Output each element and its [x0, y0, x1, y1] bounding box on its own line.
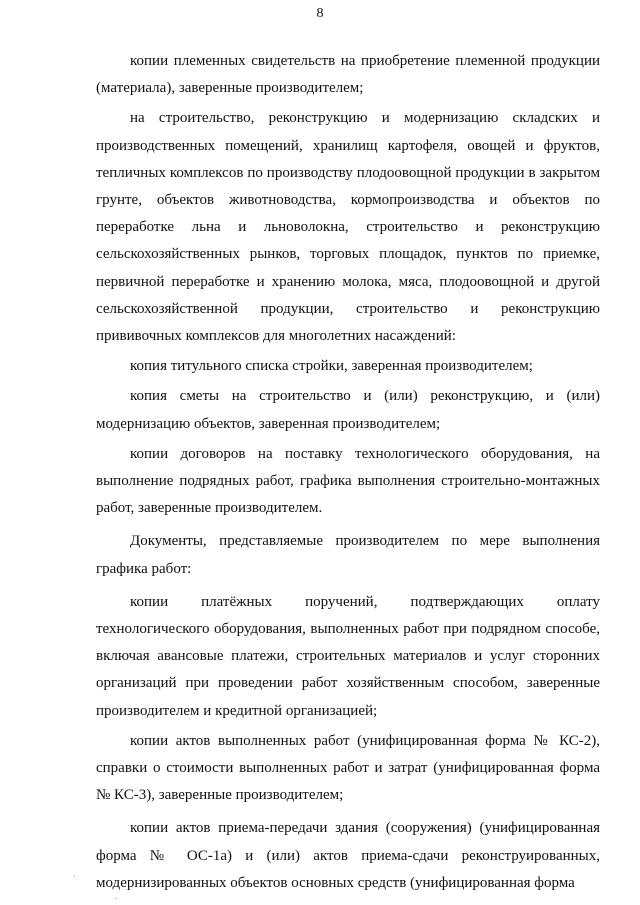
- paragraph-estimate: копия сметы на строительство и (или) реконструкцию, и (или) модернизацию объектов, заверенная производителем;: [96, 388, 600, 432]
- paragraph-transfer-acts: копии актов приема-передачи здания (сооружения) (унифицированная форма № ОС-1а) и (или) актов приема-сдачи реконструированных, модернизированных объектов основных средств (унифицированная форма: [96, 820, 600, 891]
- paragraph-title-list: копия титульного списка стройки, заверенная производителем;: [130, 358, 533, 375]
- body-text: [96, 48, 600, 897]
- paragraph-payment-orders: копии платёжных поручений, подтверждающих оплату технологического оборудования, выполненных работ при подрядном способе, включая авансовые платежи, строительных материалов и услуг сторонних организаций при проведении работ хозяйственным способом, заверенные производителем и кредитной организацией;: [96, 593, 600, 719]
- paragraph-contracts: копии договоров на поставку технологического оборудования, на выполнение подрядных работ, графика выполнения строительно-монтажных работ, заверенные производителем.: [96, 445, 600, 517]
- paragraph-work-acts: копии актов выполненных работ (унифицированная форма № КС-2), справки о стоимости выполненных работ и затрат (унифицированная форма № КС-3), заверенные производителем;: [96, 732, 600, 804]
- paragraph-construction-scope: на строительство, реконструкцию и модернизацию складских и производственных помещений, хранилищ картофеля, овощей и фруктов, тепличных комплексов по производству плодоовощной продукции в закрытом грунте, объектов животноводства, кормопроизводства и объектов по переработке льна и льноволокна, строительство и реконструкцию сельскохозяйственных рынков, торговых площадок, пунктов по приемке, первичной переработке и хранению молока, мяса, плодоовощной и другой сельскохозяйственной продукции, строительство и реконструкцию прививочных комплексов для многолетних насаждений:: [96, 110, 600, 345]
- paragraph-documents-heading: Документы, представляемые производителем по мере выполнения графика работ:: [96, 533, 600, 577]
- scan-speck: [116, 898, 117, 899]
- page-number: 8: [316, 6, 324, 21]
- scan-speck: [74, 876, 75, 877]
- paragraph-breeding-certificates: копии племенных свидетельств на приобретение племенной продукции (материала), заверенные производителем;: [96, 53, 600, 97]
